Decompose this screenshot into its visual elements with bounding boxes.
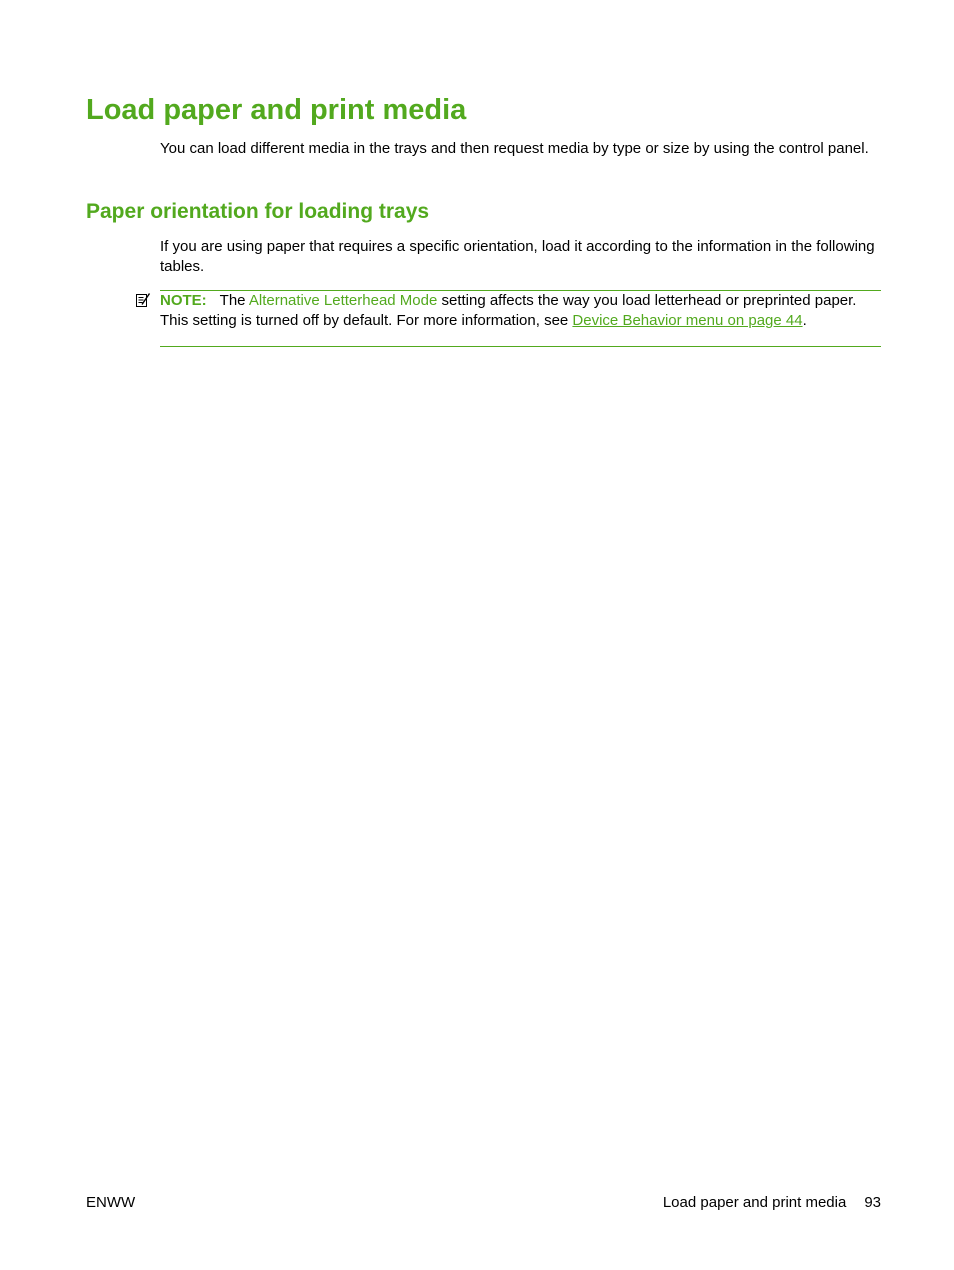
note-term: Alternative Letterhead Mode [248, 292, 438, 309]
section-heading: Paper orientation for loading trays [86, 200, 430, 223]
note-box [160, 290, 881, 347]
note-pencil-icon [135, 292, 151, 308]
orientation-paragraph: If you are using paper that requires a specific orientation, load it according to the information in the following tables. [160, 238, 875, 275]
device-behavior-link[interactable]: Device Behavior menu on page 44 [572, 311, 803, 329]
footer-section: Load paper and print media [662, 1194, 847, 1211]
note-label: NOTE: [160, 292, 207, 309]
intro-paragraph: You can load different media in the trays and then request media by type or size by using the control panel. [160, 140, 869, 157]
note-text-after: . [802, 311, 807, 329]
footer-right [663, 1193, 881, 1212]
note-text-middle: setting affects the way you load letterhead or preprinted paper. This setting is turned off by default. For more information, see [160, 292, 857, 329]
page-title: Load paper and print media [86, 94, 467, 126]
footer-left: ENWW [86, 1194, 136, 1211]
note-text-before: The [219, 292, 249, 309]
note-text [160, 291, 881, 330]
page-number: 93 [864, 1194, 881, 1211]
